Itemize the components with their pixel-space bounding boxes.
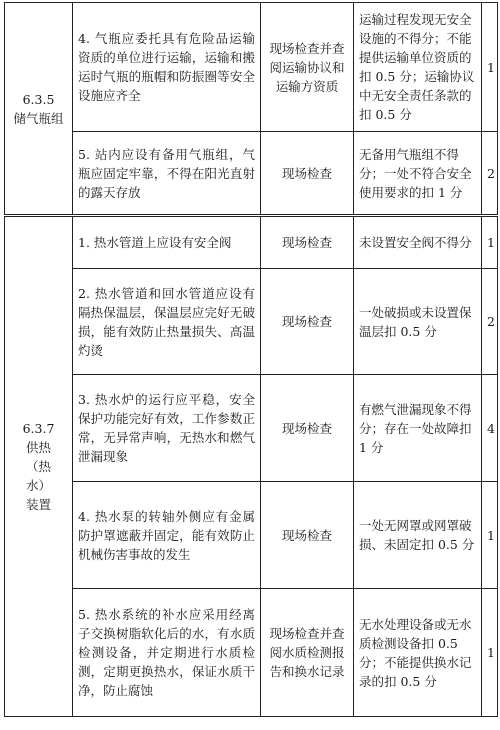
category-name: 储气瓶组 [13, 110, 64, 126]
category-cell [5, 3, 73, 216]
category-id: 6.3.7 [22, 421, 55, 436]
criteria-cell: 有燃气泄漏现象不得分；存在一处故障扣 1 分 [354, 375, 482, 482]
score-cell: 1 [482, 589, 498, 717]
method-cell: 现场检查 [261, 216, 354, 269]
method-cell: 现场检查 [261, 132, 354, 216]
requirement-cell: 1. 热水管道上应设有安全阀 [73, 216, 261, 269]
requirement-cell: 4. 气瓶应委托具有危险品运输资质的单位进行运输，运输和搬运时气瓶的瓶帽和防振圈等安全设施应齐全 [73, 3, 261, 132]
category-name: 供热（热水）装置 [25, 440, 51, 512]
table-row [5, 375, 498, 482]
criteria-cell: 一处无网罩或网罩破损、未固定扣 0.5 分 [354, 482, 482, 589]
table-row [5, 269, 498, 375]
score-cell: 1 [482, 3, 498, 132]
requirement-cell: 5. 站内应设有备用气瓶组，气瓶应固定牢靠，不得在阳光直射的露天存放 [73, 132, 261, 216]
score-cell: 4 [482, 375, 498, 482]
criteria-cell: 无水处理设备或无水质检测设备扣 0.5 分；不能提供换水记录的扣 0.5 分 [354, 589, 482, 717]
table-row [5, 3, 498, 132]
score-cell: 1 [482, 216, 498, 269]
requirement-cell: 3. 热水炉的运行应平稳，安全保护功能完好有效，工作参数正常，无异常声响，无热水和燃气泄漏现象 [73, 375, 261, 482]
criteria-cell: 运输过程发现无安全设施的不得分；不能提供运输单位资质的扣 0.5 分；运输协议中无安全责任条款的扣 0.5 分 [354, 3, 482, 132]
criteria-cell: 未设置安全阀不得分 [354, 216, 482, 269]
method-cell: 现场检查 [261, 375, 354, 482]
method-cell: 现场检查 [261, 482, 354, 589]
criteria-cell: 一处破损或未设置保温层扣 0.5 分 [354, 269, 482, 375]
criteria-cell: 无备用气瓶组不得分；一处不符合安全使用要求的扣 1 分 [354, 132, 482, 216]
requirement-cell: 5. 热水系统的补水应采用经离子交换树脂软化后的水，有水质检测设备，并定期进行水质检测，定期更换热水，保证水质干净，防止腐蚀 [73, 589, 261, 717]
category-id: 6.3.5 [22, 91, 55, 107]
inspection-table [4, 2, 498, 717]
requirement-cell: 4. 热水泵的转轴外侧应有金属防护罩遮蔽并固定，能有效防止机械伤害事故的发生 [73, 482, 261, 589]
method-cell: 现场检查 [261, 269, 354, 375]
score-cell: 2 [482, 269, 498, 375]
method-cell: 现场检查并查阅水质检测报告和换水记录 [261, 589, 354, 717]
table-row [5, 216, 498, 269]
method-cell: 现场检查并查阅运输协议和运输方资质 [261, 3, 354, 132]
table-row [5, 132, 498, 216]
requirement-cell: 2. 热水管道和回水管道应设有隔热保温层，保温层应完好无破损，能有效防止热量损失、高温灼烫 [73, 269, 261, 375]
score-cell: 2 [482, 132, 498, 216]
category-cell [5, 216, 73, 717]
score-cell: 1 [482, 482, 498, 589]
table-row [5, 589, 498, 717]
table-row [5, 482, 498, 589]
